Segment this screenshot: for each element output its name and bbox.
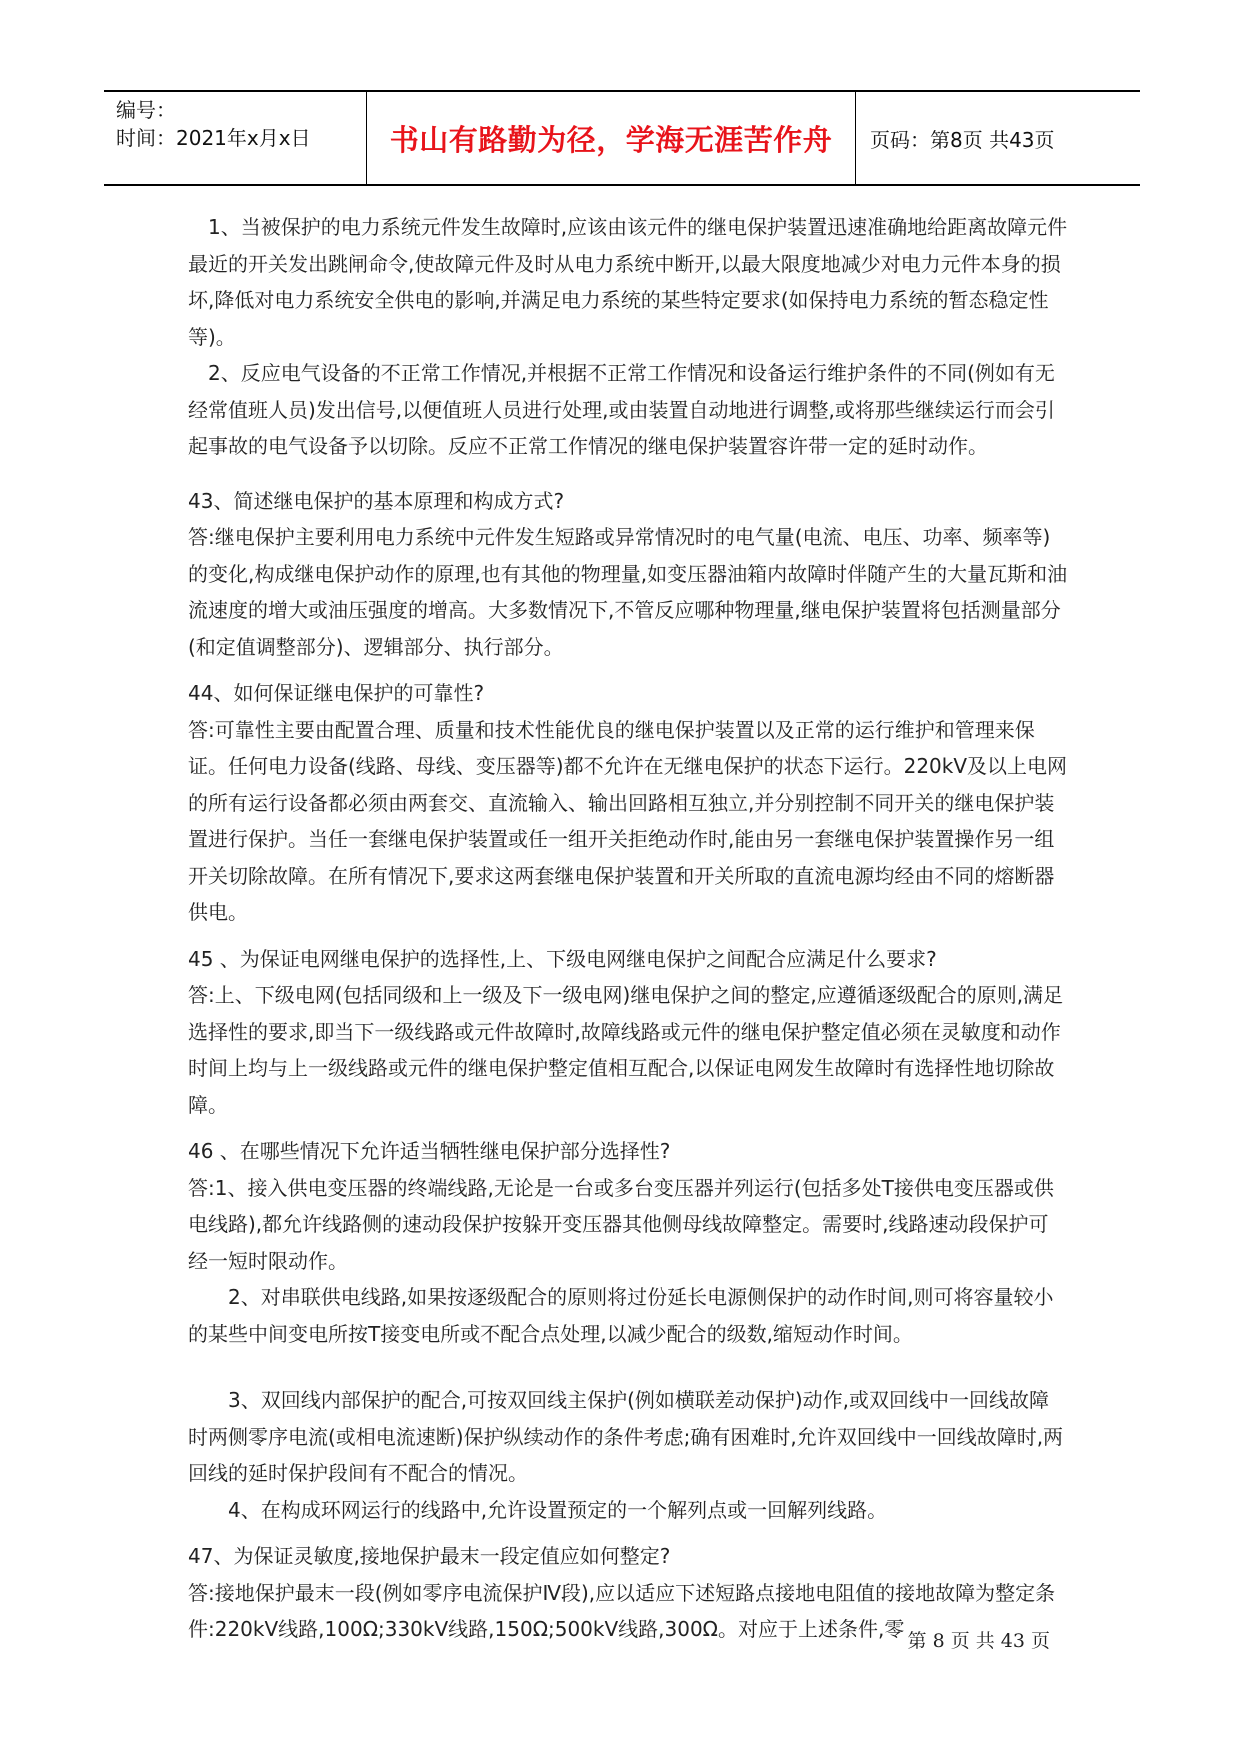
answer-43: 答:继电保护主要利用电力系统中元件发生短路或异常情况时的电气量(电流、电压、功率、频率等)的变化,构成继电保护动作的原理,也有其他的物理量,如变压器油箱内故障时伴随产生的大量瓦斯和油流速度的增大或油压强度的增高。大多数情况下,不管反应哪种物理量,继电保护装置将包括测量部分(和定值调整部分)、逻辑部分、执行部分。 [188,525,1068,659]
answer-46-item-3: 3、双回线内部保护的配合,可按双回线主保护(例如横联差动保护)动作,或双回线中一回线故障时两侧零序电流(或相电流速断)保护纵续动作的条件考虑;确有困难时,允许双回线中一回线故障时,两回线的延时保护段间有不配合的情况。 [188,1388,1064,1485]
header-meta [116,96,311,152]
header-divider [855,92,856,184]
paragraph-item-2: 2、反应电气设备的不正常工作情况,并根据不正常工作情况和设备运行维护条件的不同(例如有无经常值班人员)发出信号,以便值班人员进行处理,或由装置自动地进行调整,或将那些继续运行而会引起事故的电气设备予以切除。反应不正常工作情况的继电保护装置容许带一定的延时动作。 [188,361,1055,458]
answer-44: 答:可靠性主要由配置合理、质量和技术性能优良的继电保护装置以及正常的运行维护和管理来保证。任何电力设备(线路、母线、变压器等)都不允许在无继电保护的状态下运行。220kV及以上电网的所有运行设备都必须由两套交、直流输入、输出回路相互独立,并分别控制不同开关的继电保护装置进行保护。当任一套继电保护装置或任一组开关拒绝动作时,能由另一套继电保护装置操作另一组开关切除故障。在所有情况下,要求这两套继电保护装置和开关所取的直流电源均经由不同的熔断器供电。 [188,717,1068,924]
document-body [188,209,1068,1648]
answer-46-item-2: 2、对串联供电线路,如果按逐级配合的原则将过份延长电源侧保护的动作时间,则可将容量较小的某些中间变电所按T接变电所或不配合点处理,以减少配合的级数,缩短动作时间。 [188,1285,1054,1346]
header-page-number: 页码：第8页 共43页 [870,128,1055,152]
document-date: 时间：2021年x月x日 [116,126,311,150]
question-44: 44、如何保证继电保护的可靠性? [188,681,485,705]
answer-46-item-4: 4、在构成环网运行的线路中,允许设置预定的一个解列点或一回解列线路。 [228,1497,888,1522]
document-number-label: 编号： [116,98,176,122]
answer-46-item-1: 答:1、接入供电变压器的终端线路,无论是一台或多台变压器并列运行(包括多处T接供电变压器或供电线路),都允许线路侧的速动段保护按躲开变压器其他侧母线故障整定。需要时,线路速动段保护可经一短时限动作。 [188,1175,1054,1273]
question-45: 45 、为保证电网继电保护的选择性,上、下级电网继电保护之间配合应满足什么要求? [188,946,937,971]
question-43: 43、简述继电保护的基本原理和构成方式? [188,488,565,513]
page-footer: 第 8 页 共 43 页 [907,1630,1050,1652]
paragraph-item-1: 1、当被保护的电力系统元件发生故障时,应该由该元件的继电保护装置迅速准确地给距离故障元件最近的开关发出跳闸命令,使故障元件及时从电力系统中断开,以最大限度地减少对电力元件本身的损坏,降低对电力系统安全供电的影响,并满足电力系统的某些特定要求(如保持电力系统的暂态稳定性等)。 [188,215,1068,349]
document-header [104,90,1140,186]
answer-47: 答:接地保护最末一段(例如零序电流保护Ⅳ段),应以适应下述短路点接地电阻值的接地故障为整定条件:220kV线路,100Ω;330kV线路,150Ω;500kV线路,300Ω。对应于上述条件,零 [188,1580,1056,1641]
header-motto: 书山有路勤为径，学海无涯苦作舟 [389,123,833,157]
question-46: 46 、在哪些情况下允许适当牺牲继电保护部分选择性? [188,1139,671,1163]
question-47: 47、为保证灵敏度,接地保护最末一段定值应如何整定? [188,1544,671,1568]
answer-45: 答:上、下级电网(包括同级和上一级及下一级电网)继电保护之间的整定,应遵循逐级配合的原则,满足选择性的要求,即当下一级线路或元件故障时,故障线路或元件的继电保护整定值必须在灵敏度和动作时间上均与上一级线路或元件的继电保护整定值相互配合,以保证电网发生故障时有选择性地切除故障。 [188,983,1064,1117]
